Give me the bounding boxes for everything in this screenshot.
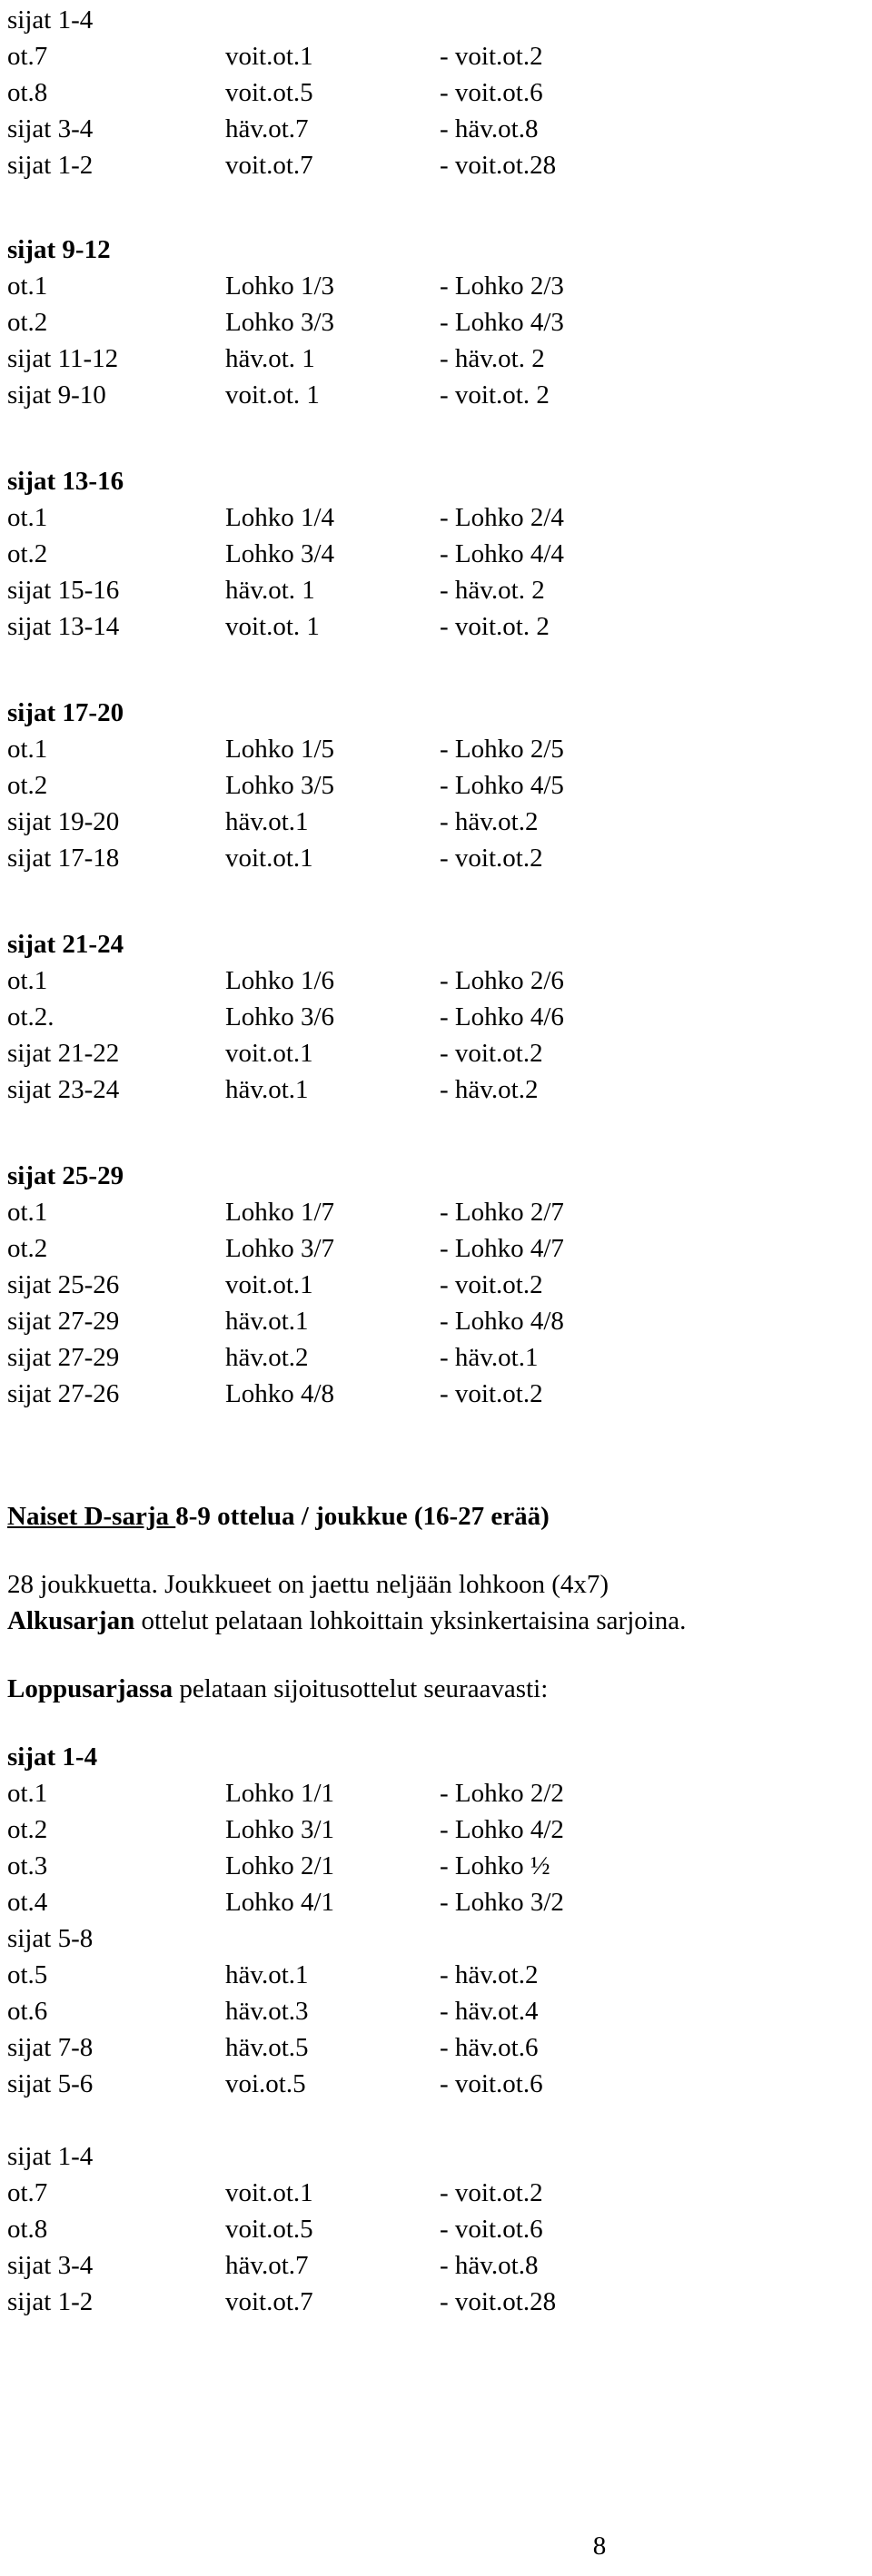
- paragraph: 28 joukkuetta. Joukkueet on jaettu neljään lohkoon (4x7): [7, 1570, 609, 1599]
- section-title: [7, 1498, 550, 1535]
- section-title-rest: 8-9 ottelua / joukkue (16-27 erää): [175, 1502, 550, 1531]
- document-page: sijat 1-4 ot.7 voit.ot.1 - voit.ot.2 ot.8 voit.ot.5 - voit.ot.6 sijat 3-4 häv.ot.7 - häv.ot.8 sijat 1-2 voit.ot.7 - voit.ot.28 sijat 9-12 ot.1 Lohko 1/3 - Lohko 2/3 ot.2 Lohko 3/3 - Lohko 4/3 sijat 11-12 häv.ot. 1 - häv.ot. 2 sijat 9-10 voit.ot. 1 - voit.ot. 2 sijat 13-16 ot.1 Lohko 1/4 - Lohko 2/4 ot.2 Lohko 3/4 - Lohko 4/4 sijat 15-16 häv.ot. 1 - häv.ot. 2 sijat 13-14 voit.ot. 1 - voit.ot. 2 sijat 17-20 ot.1 Lohko 1/5 - Lohko 2/5 ot.2 Lohko 3/5 - Lohko 4/5 sijat 19-20 häv.ot.1 - häv.ot.2 sijat 17-18 voit.ot.1 - voit.ot.2 sijat 21-24 ot.1 Lohko 1/6 - Lohko 2/6 ot.2. Lohko 3/6 - Lohko 4/6 sijat 21-22 voit.ot.1 - voit.ot.2 sijat 23-24 häv.ot.1 - häv.ot.2 sijat 25-29 ot.1 Lohko 1/7 - Lohko 2/7 ot.2 Lohko 3/7 - Lohko 4/7 sijat 25-26 voit.ot.1 - voit.ot.2 sijat 27-29 häv.ot.1 - Lohko 4/8 sijat 27-29 häv.ot.2 - häv.ot.1 sijat 27-26 Lohko 4/8 - voit.ot.2 Naiset D-sarja 8-9 ottelua / joukkue (16-27 erää) 28 joukkuetta. Joukkueet on jaettu neljään lohkoon (4x7) Alkusarjan ottelut pelataan lohkoittain yksinkertaisina sarjoina. Loppusarjassa pelataan sijoitusottelut seuraavasti: sijat 1-4 ot.1 Lohko 1/1 - Lohko 2/2 ot.2 Lohko 3/1 - Lohko 4/2 ot.3 Lohko 2/1 - Lohko ½ ot.4 Lohko 4/1 - Lohko 3/2 sijat 5-8 ot.5 häv.ot.1 - häv.ot.2 ot.6 häv.ot.3 - häv.ot.4 sijat 7-8 häv.ot.5 - häv.ot.6 sijat 5-6 voi.ot.5 - voit.ot.6 sijat 1-4 ot.7 voit.ot.1 - voit.ot.2 ot.8 voit.ot.5 - voit.ot.6 sijat 3-4 häv.ot.7 - häv.ot.8 sijat 1-2 voit.ot.7 - voit.ot.28 8: [0, 0, 872, 2576]
- paragraph: Alkusarjan ottelut pelataan lohkoittain yksinkertaisina sarjoina.: [7, 1606, 687, 1635]
- section-title-underlined: Naiset D-sarja: [7, 1502, 176, 1531]
- paragraph: Loppusarjassa pelataan sijoitusottelut seuraavasti:: [7, 1674, 549, 1703]
- page-number: 8: [592, 2532, 607, 2561]
